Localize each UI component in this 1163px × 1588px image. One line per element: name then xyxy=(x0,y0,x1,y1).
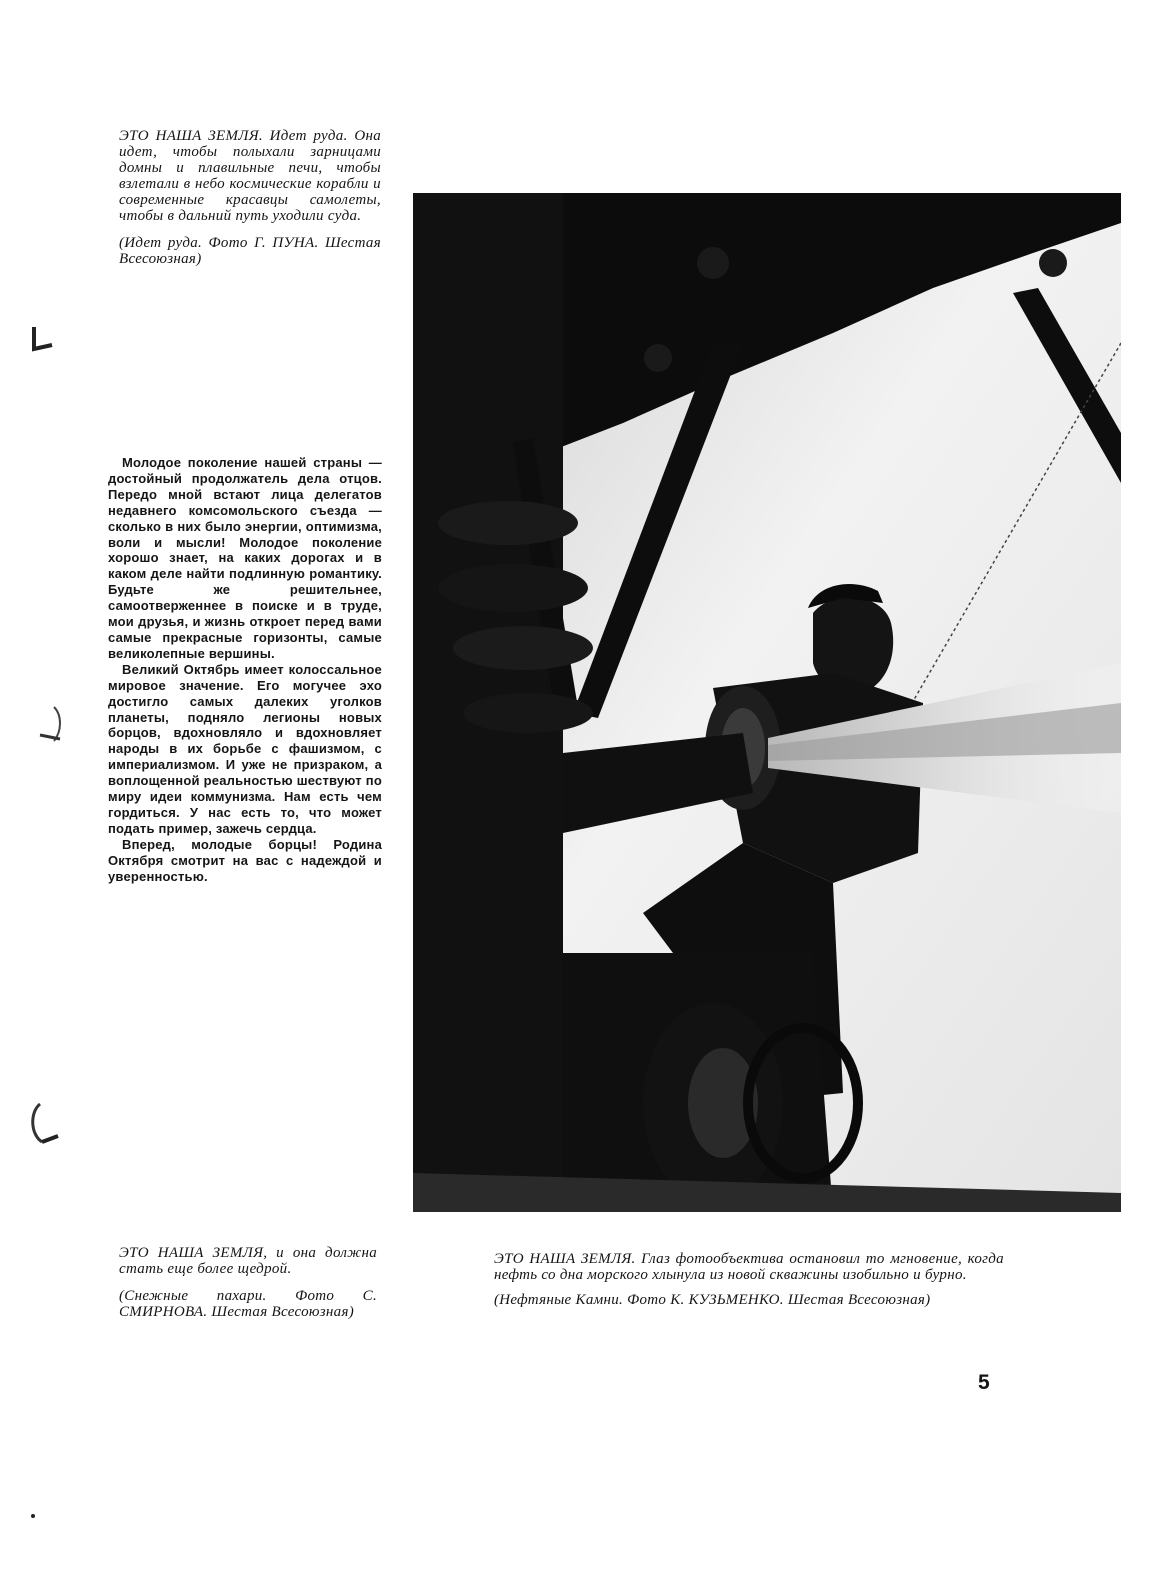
article-paragraph-3: Вперед, молодые борцы! Родина Октября смотрит на вас с надеждой и уверенностью. xyxy=(108,836,382,884)
caption-bottom-right-text: ЭТО НАША ЗЕМЛЯ. Глаз фотообъектива остановил то мгновение, когда нефть со дна морского хлынула из новой скважины изобильно и бурно. xyxy=(494,1251,1004,1283)
binder-hole-mark xyxy=(30,325,56,355)
article-paragraph-2: Великий Октябрь имеет колоссальное мировое значение. Его могучее эхо достигло самых далеких уголков планеты, подняло легионы новых борцов, вдохновляло и вдохновляет народы в их борьбе с фашизмом, с империализмом. И уже не призраком, а воплощенной реальностью шествуют по миру идеи коммунизма. Нам есть чем гордиться. У нас есть то, что может подать пример, зажечь сердца. xyxy=(108,661,382,836)
binder-hole-mark xyxy=(34,705,68,745)
caption-top-text: ЭТО НАША ЗЕМЛЯ. Идет руда. Она идет, чтобы полыхали зарницами домны и плавильные печи, чтобы взлетали в небо космические корабли и современные красавцы самолеты, чтобы в дальний путь уходили суда. xyxy=(119,128,381,224)
caption-top xyxy=(119,128,381,267)
caption-bottom-left-text: ЭТО НАША ЗЕМЛЯ, и она должна стать еще более щедрой. xyxy=(119,1245,377,1277)
caption-bottom-right-credit: (Нефтяные Камни. Фото К. КУЗЬМЕНКО. Шестая Всесоюзная) xyxy=(494,1292,931,1308)
oil-worker-photo xyxy=(413,193,1121,1212)
scan-dot xyxy=(30,1513,36,1519)
article-body xyxy=(108,455,382,884)
binder-hole-mark xyxy=(26,1100,62,1148)
caption-top-credit: (Идет руда. Фото Г. ПУНА. Шестая Всесоюзная) xyxy=(119,235,381,267)
caption-bottom-right xyxy=(494,1251,1004,1308)
article-paragraph-1: Молодое поколение нашей страны — достойный продолжатель дела отцов. Передо мной встают лица делегатов недавнего комсомольского съезда — сколько в них было энергии, оптимизма, воли и мысли! Молодое поколение хорошо знает, на каких дорогах и в каком деле найти подлинную романтику. Будьте же решительнее, самоотверженнее в поиске и в труде, мои друзья, и жизнь откроет перед вами самые прекрасные горизонты, самые великолепные вершины. xyxy=(108,455,382,661)
caption-bottom-left-credit: (Снежные пахари. Фото С. СМИРНОВА. Шестая Всесоюзная) xyxy=(119,1288,377,1320)
page-number: 5 xyxy=(978,1371,990,1394)
caption-bottom-left xyxy=(119,1245,377,1320)
